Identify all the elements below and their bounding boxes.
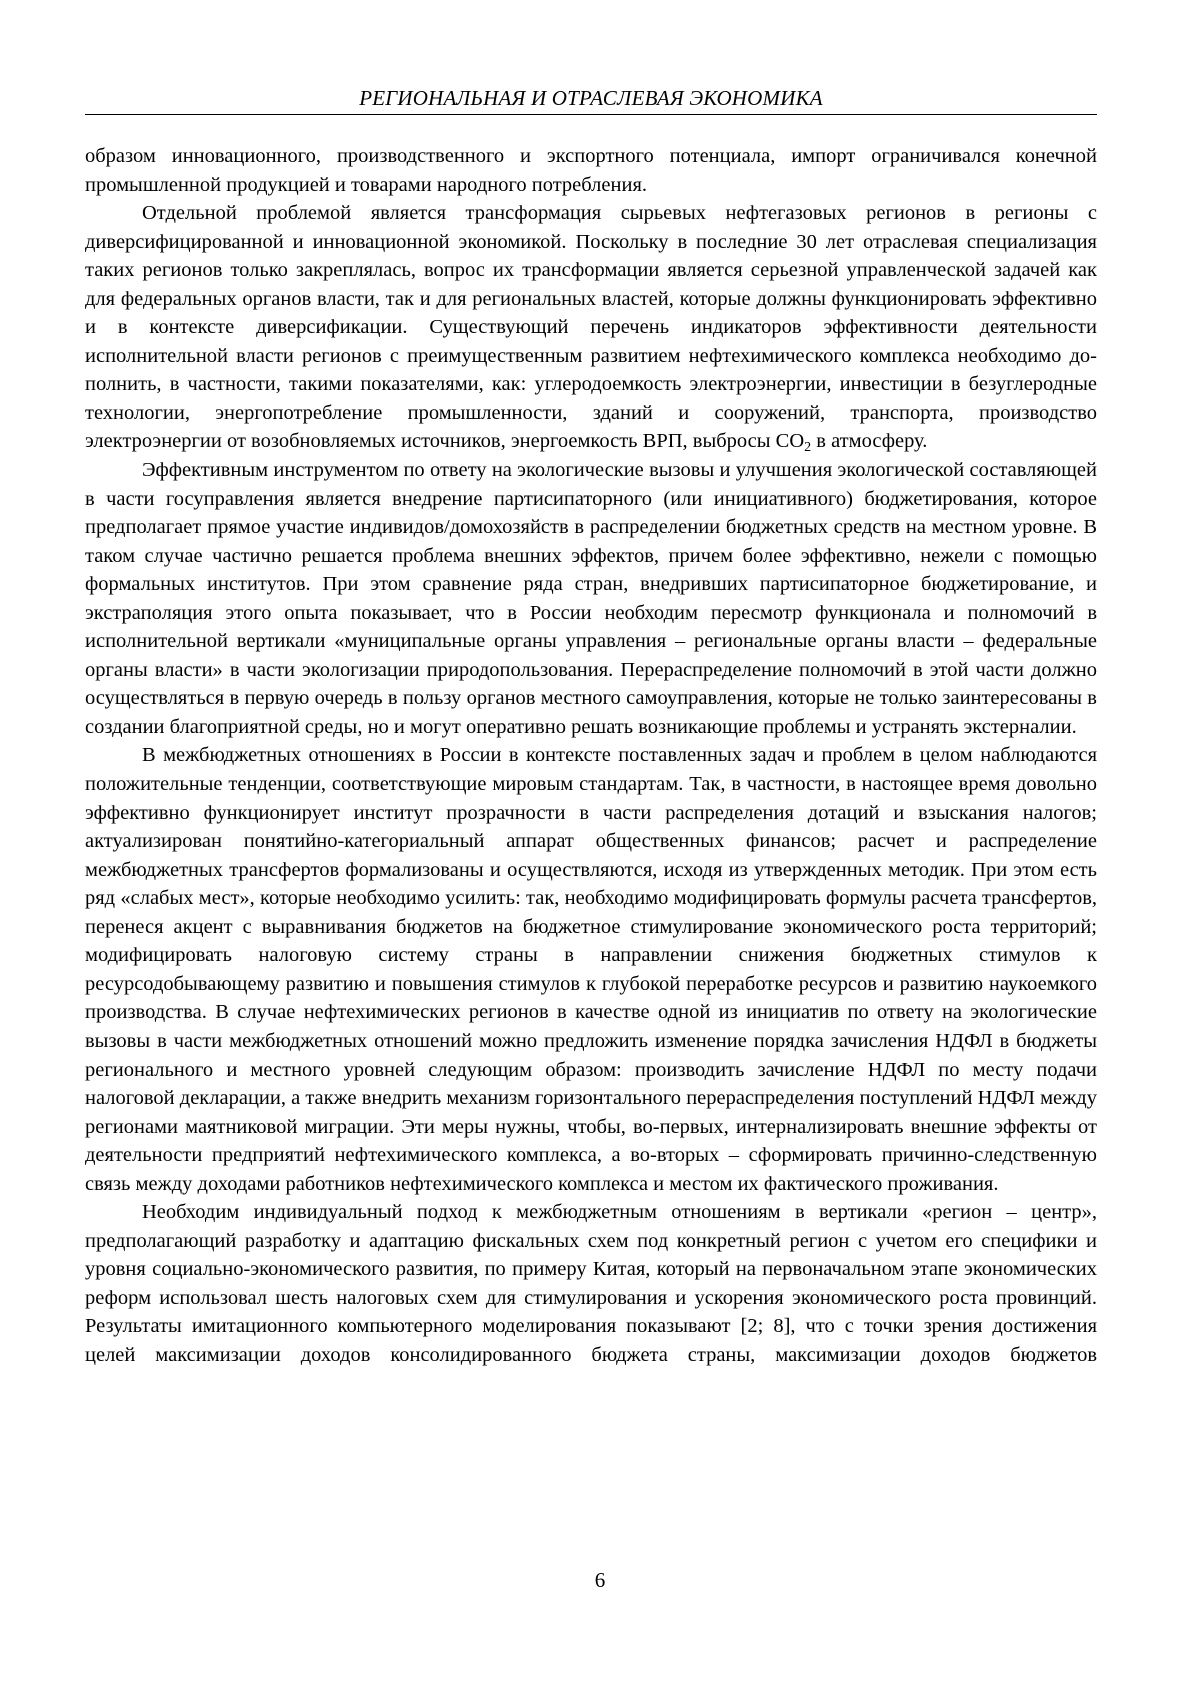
paragraph-1: образом инновационного, производственного и экспортного потенциала, импорт ограничивался конечной промышленной продукцией и товарами народного потребления. — [85, 142, 1097, 199]
paragraph-2-text: Отдельной проблемой является трансформация сырьевых нефтегазовых регионов в регио­ны с диверсифицированной и инновационной экономикой. Поскольку в последние 30 лет от­раслевая специализация таких регионов только закреплялась, вопрос их трансформации явля­ет­ся серьезной управленческой задачей как для федеральных органов власти, так и для регио­нальных властей, которые должны функционировать эффективно и в контексте диверсифика­ции. Существующий перечень индикаторов эффективности деятельности исполнительной вла­сти регионов с преимущественным развитием нефтехимического комплекса необходимо до­полнить, в частности, такими показателями, как: углеродоемкость электроэнергии, инвестиции в безуглеродные технологии, энергопотребление промышленности, зданий и сооружений, транспорта, производство электроэнергии от возобновляемых источников, энергоемкость ВРП, выбросы CO — [85, 202, 1097, 452]
co2-subscript: 2 — [804, 440, 811, 455]
journal-page — [0, 0, 1200, 1698]
page-number: 6 — [0, 1567, 1200, 1593]
paragraph-4: В межбюджетных отношениях в России в контексте поставленных задач и проблем в це­лом наблюдаются положительные тенденции, соответствующие мировым стандартам. Так, в частности, в настоящее время довольно эффективно функционирует институт прозрачности в части распределения дотаций и взыскания налогов; актуализирован понятийно-категориальный аппарат общественных финансов; расчет и распределение межбюджетных трансфертов форма­лизованы и осуществляются, исходя из утвержденных методик. При этом есть ряд «слабых мест», которые необходимо усилить: так, необходимо модифицировать формулы расчета трансфертов, перенеся акцент с выравнивания бюджетов на бюджетное стимулирование эконо­мического роста территорий; модифицировать налоговую систему страны в направлении сни­жения бюджетных стимулов к ресурсодобывающему развитию и повышения стимулов к глубо­кой переработке ресурсов и развитию наукоемкого производства. В случае нефтехимических регионов в качестве одной из инициатив по ответу на экологические вызовы в части межбюд­жетных отношений можно предложить изменение порядка зачисления НДФЛ в бюджеты реги­онального и местного уровней следующим образом: производить зачисление НДФЛ по месту подачи налоговой декларации, а также внедрить механизм горизонтального перераспределения поступлений НДФЛ между регионами маятниковой миграции. Эти меры нужны, чтобы, во-первых, интернализировать внешние эффекты от деятельности предприятий нефтехимического комплекса, а во-вторых – сформировать причинно-следственную связь между доходами работ­ников нефтехимического комплекса и местом их фактического проживания. — [85, 741, 1097, 1198]
paragraph-2 — [85, 199, 1097, 456]
article-body — [85, 142, 1097, 1370]
header-divider — [85, 114, 1097, 115]
paragraph-2-tail: в атмосферу. — [811, 430, 927, 452]
paragraph-5: Необходим индивидуальный подход к межбюджетным отношениям в вертикали «регион – центр», предполагающий разработку и адаптацию фискальных схем под конкретный регион с учетом его специфики и уровня социально-экономического развития, по примеру Китая, кото­рый на первоначальном этапе экономических реформ использовал шесть налоговых схем для стимулирования и ускорения экономического роста провинций. Результаты имитационного компьютерного моделирования показывают [2; 8], что с точки зрения достижения целей макси­мизации доходов консолидированного бюджета страны, максимизации доходов бюджетов — [85, 1198, 1097, 1369]
paragraph-3: Эффективным инструментом по ответу на экологические вызовы и улучшения экологиче­ской составляющей в части госуправления является внедрение партисипаторного (или инициа­тивного) бюджетирования, которое предполагает прямое участие индивидов/домохозяйств в распределении бюджетных средств на местном уровне. В таком случае частично решается про­блема внешних эффектов, причем более эффективно, нежели с помощью формальных институ­тов. При этом сравнение ряда стран, внедривших партисипаторное бюджетирование, и экстра­поляция этого опыта показывает, что в России необходим пересмотр функционала и полномо­чий в исполнительной вертикали «муниципальные органы управления – региональные органы власти – федеральные органы власти» в части экологизации природопользования. Перераспре­деление полномочий в этой части должно осуществляться в первую очередь в пользу органов местного самоуправления, которые не только заинтересованы в создании благоприятной среды, но и могут оперативно решать возникающие проблемы и устранять экстерналии. — [85, 456, 1097, 741]
running-header-title: РЕГИОНАЛЬНАЯ И ОТРАСЛЕВАЯ ЭКОНОМИКА — [85, 85, 1097, 111]
